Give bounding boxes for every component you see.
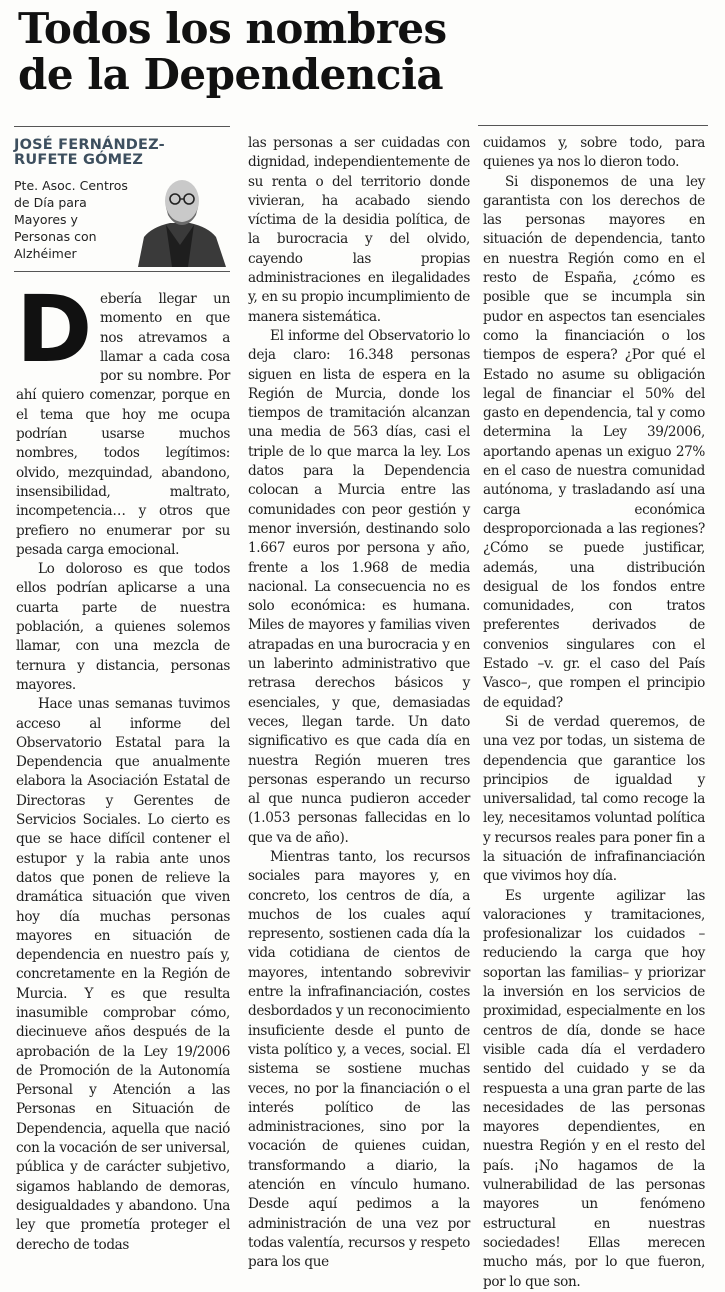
column-2 xyxy=(248,134,470,1273)
author-role: Pte. Asoc. Centros de Día para Mayores y Personas con Alzhéimer xyxy=(14,178,128,261)
divider-author-bottom xyxy=(14,271,230,272)
author-box xyxy=(12,125,230,275)
paragraph-4: El informe del Observatorio lo deja claro: 16.348 personas siguen en lista de espera en la Región de Murcia, donde los tiempos de tramitación alcanzan una media de 563 días, casi el triple de lo que marca la ley. Los datos para la Dependencia colocan a Murcia entre las comunidades con peor gestión y menor inversión, destinando solo 1.667 euros por persona y año, frente a los 1.968 de media nacional. La consecuencia no es solo económica: es humana. Miles de mayores y familias viven atrapadas en una burocracia y en un laberinto administrativo que retrasa derechos básicos y esenciales, y que, demasiadas veces, llegan tarde. Un dato significativo es que cada día en nuestra Región mueren tres personas esperando un recurso al que nunca pudieron acceder (1.053 personas fallecidas en lo que va de año). xyxy=(248,327,470,846)
paragraph-1-text: ebería llegar un momento en que nos atrevamos a llamar a cada cosa por su nombre. Por ahí quiero comenzar, porque en el tema que hoy me ocupa podrían usarse muchos nombres, todos legítimos: olvido, mezquindad, abandono, insensibilidad, maltrato, incompetencia… y otros que prefiero no enumerar por su pesada carga emocional. xyxy=(16,291,230,558)
headline: Todos los nombres de la Dependencia xyxy=(18,4,447,99)
paragraph-8: Es urgente agilizar las valoraciones y tramitaciones, profesionalizar los cuidados –reduciendo la carga que hoy soportan las familias– y priorizar la inversión en los servicios de proximidad, especialmente en los centros de día, donde se hace visible cada día el verdadero sentido del cuidado y se da respuesta a una gran parte de las necesidades de las personas mayores dependientes, en nuestra Región y en el resto del país. ¡No hagamos de la vulnerabilidad de las personas mayores un fenómeno estructural en nuestras sociedades! Ellas merecen mucho más, por lo que fueron, por lo que son. xyxy=(483,887,705,1290)
divider-col3-top xyxy=(478,125,708,126)
paragraph-6: Si disponemos de una ley garantista con los derechos de las personas mayores en situación de dependencia, tanto en nuestra Región como en el resto de España, ¿cómo es posible que se incumpla sin pudor en aspectos tan esenciales como la financiación o los tiempos de espera? ¿Por qué el Estado no asume su obligación legal de financiar el 50% del gasto en dependencia, tal y como determina la Ley 39/2006, aportando apenas un exiguo 27% en el caso de nuestra comunidad autónoma, y trasladando así una carga económica desproporcionada a las regiones? ¿Cómo se puede justificar, además, una distribución desigual de los fondos entre comunidades, con tratos preferentes derivados de convenios singulares con el Estado –v. gr. el caso del País Vasco–, que rompen el principio de equidad? xyxy=(483,173,705,711)
author-portrait-icon xyxy=(130,175,230,267)
column-1 xyxy=(16,276,230,1255)
paragraph-2: Lo doloroso es que todos ellos podrían aplicarse a una cuarta parte de nuestra población, a quienes solemos llamar, con una mezcla de ternura y distancia, personas mayores. xyxy=(16,561,230,693)
paragraph-5: Mientras tanto, los recursos sociales para mayores y, en concreto, los centros de día, a muchos de los cuales aquí represento, sostienen cada día la vida cotidiana de cientos de mayores, intentando sobrevivir entre la infrafinanciación, costes desbordados y un reconocimiento insuficiente desde el punto de vista político y, a veces, social. El sistema se sostiene muchas veces, no por la financiación o el interés político de las administraciones, sino por la vocación de quienes cuidan, transformando a diario, la atención en vínculo humano. Desde aquí pedimos a la administración de una vez por todas valentía, recursos y respeto para los que xyxy=(248,848,471,1271)
author-name: JOSÉ FERNÁNDEZ-RUFETE GÓMEZ xyxy=(14,137,165,168)
paragraph-3-continued: las personas a ser cuidadas con dignidad, independientemente de su renta o del territorio donde vivieran, ha acabado siendo víctima de la desidia política, de la burocracia y del olvido, cayendo las propias administraciones en ilegalidades y, en su propio incumplimiento de manera sistemática. xyxy=(248,135,470,325)
column-3 xyxy=(483,134,705,1292)
paragraph-3: Hace unas semanas tuvimos acceso al informe del Observatorio Estatal para la Dependencia que anualmente elabora la Asociación Estatal de Directoras y Gerentes de Servicios Sociales. Lo cierto es que se hace difícil contener el estupor y la rabia ante unos datos que ponen de relieve la dramática situación que viven hoy día muchas personas mayores en situación de dependencia en nuestro país y, concretamente en la Región de Murcia. Y es que resulta inasumible comprobar cómo, diecinueve años después de la aprobación de la Ley 19/2006 de Promoción de la Autonomía Personal y Atención a las Personas en Situación de Dependencia, aquella que nació con la vocación de ser universal, pública y de carácter subjetivo, sigamos hablando de demoras, desigualdades y abandono. Una ley que prometía proteger el derecho de todas xyxy=(16,696,230,1253)
paragraph-7: Si de verdad queremos, de una vez por todas, un sistema de dependencia que garantice los principios de igualdad y universalidad, tal como recoge la ley, necesitamos voluntad política y recursos reales para poner fin a la situación de infrafinanciación que vivimos hoy día. xyxy=(483,713,705,885)
dropcap: D xyxy=(16,276,93,383)
paragraph-1 xyxy=(16,276,230,560)
paragraph-5-continued: cuidamos y, sobre todo, para quienes ya nos lo dieron todo. xyxy=(483,135,705,171)
